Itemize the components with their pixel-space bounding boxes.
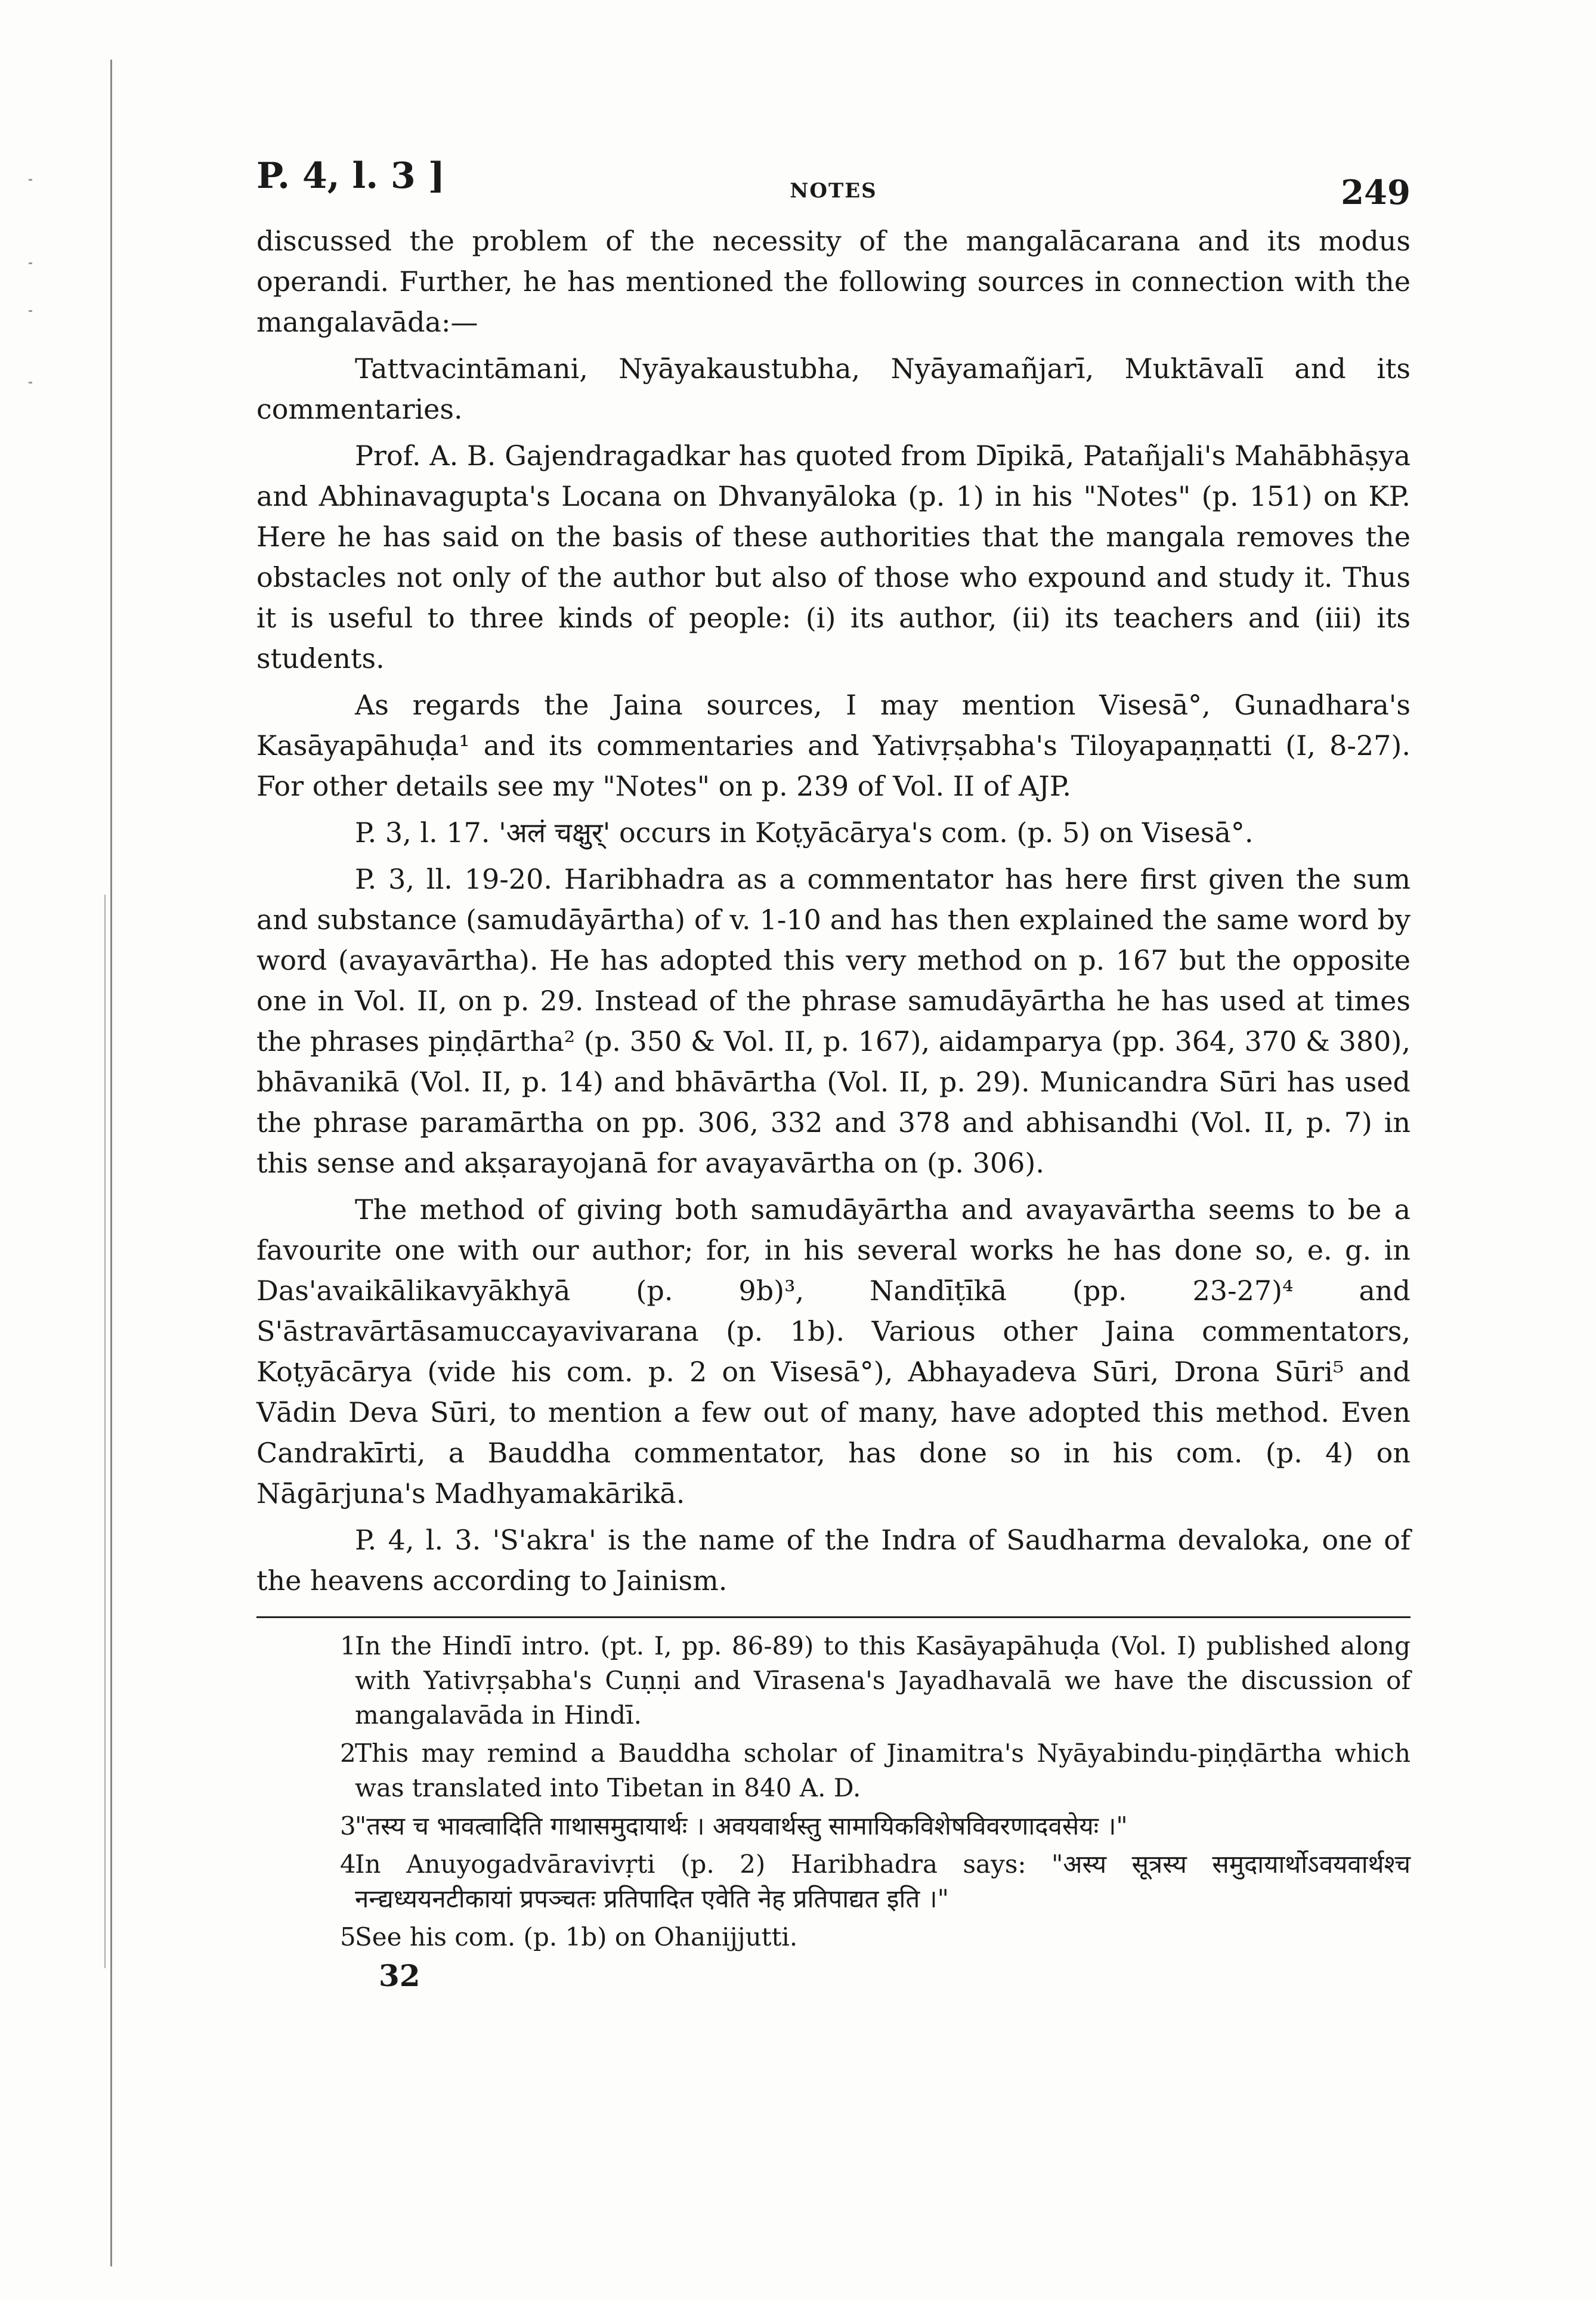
paragraph: Tattvacintāmani, Nyāyakaustubha, Nyāyamañjarī, Muktāvalī and its commentaries.: [256, 352, 1411, 425]
footnote: [256, 1847, 1411, 1916]
footnote: [256, 1920, 1411, 1954]
page-content: [256, 155, 1411, 1993]
footnote: [256, 1809, 1411, 1844]
footnote-text: "तस्य च भावत्वादिति गाथासमुदायार्थः । अवयवार्थस्तु सामायिकविशेषविवरणादवसेयः ।": [355, 1811, 1128, 1841]
footnote-number: 1: [340, 1631, 356, 1660]
margin-mark: [29, 310, 32, 312]
footnote-number: 3: [340, 1811, 356, 1841]
footnote-text: In Anuyogadvāravivṛti (p. 2) Haribhadra says: "अस्य सूत्रस्य समुदायार्थोऽवयवार्थश्च नन्द्यध्ययनटीकायां प्रपञ्चतः प्रतिपादित एवेति नेह प्रतिपाद्यत इति ।": [355, 1850, 1411, 1913]
footnote-number: 5: [340, 1922, 356, 1951]
paragraph: Prof. A. B. Gajendragadkar has quoted from Dīpikā, Patañjali's Mahābhāṣya and Abhinavagupta's Locana on Dhvanyāloka (p. 1) in his "Notes" (p. 151) on KP. Here he has said on the basis of these authorities that the mangala removes the obstacles not only of the author but also of those who expound and study it. Thus it is useful to three kinds of people: (i) its author, (ii) its teachers and (iii) its students.: [256, 440, 1411, 675]
paragraph: P. 4, l. 3. 'S'akra' is the name of the Indra of Saudharma devaloka, one of the heavens according to Jainism.: [256, 1524, 1411, 1597]
paragraph: P. 3, l. 17. 'अलं चक्षुर्' occurs in Koṭyācārya's com. (p. 5) on Visesā°.: [355, 817, 1254, 849]
main-text: [256, 221, 1411, 1601]
header-reference: P. 4, l. 3 ]: [256, 155, 446, 197]
margin-mark: [29, 382, 32, 384]
footnote: [256, 1736, 1411, 1805]
page-binding-line: [110, 60, 112, 2266]
signature-mark: 32: [379, 1958, 420, 1993]
footnote-text: See his com. (p. 1b) on Ohanijjutti.: [355, 1922, 798, 1951]
running-header: [256, 155, 1411, 221]
margin-mark: [29, 262, 32, 264]
footnote-number: 2: [340, 1739, 356, 1768]
footnote-text: This may remind a Bauddha scholar of Jinamitra's Nyāyabindu-piṇḍārtha which was translated into Tibetan in 840 A. D.: [355, 1739, 1411, 1802]
paragraph: discussed the problem of the necessity of the mangalācarana and its modus operandi. Further, he has mentioned the following sources in connection with the mangalavāda:—: [256, 225, 1411, 338]
page-number: 249: [1341, 173, 1411, 212]
paragraph: P. 3, ll. 19-20. Haribhadra as a commentator has here first given the sum and substance (samudāyārtha) of v. 1-10 and has then explained the same word by word (avayavārtha). He has adopted this very method on p. 167 but the opposite one in Vol. II, on p. 29. Instead of the phrase samudāyārtha he has used at times the phrases piṇḍārtha² (p. 350 & Vol. II, p. 167), aidamparya (pp. 364, 370 & 380), bhāvanikā (Vol. II, p. 14) and bhāvārtha (Vol. II, p. 29). Municandra Sūri has used the phrase paramārtha on pp. 306, 332 and 378 and abhisandhi (Vol. II, p. 7) in this sense and akṣarayojanā for avayavārtha on (p. 306).: [256, 863, 1411, 1179]
footnote-number: 4: [340, 1850, 356, 1879]
footnote: [256, 1629, 1411, 1733]
footnote-text: In the Hindī intro. (pt. I, pp. 86-89) to this Kasāyapāhuḍa (Vol. I) published along with Yativṛṣabha's Cuṇṇi and Vīrasena's Jayadhavalā we have the discussion of mangalavāda in Hindī.: [355, 1631, 1411, 1730]
header-title: NOTES: [790, 179, 877, 203]
paragraph: As regards the Jaina sources, I may mention Visesā°, Gunadhara's Kasāyapāhuḍa¹ and its commentaries and Yativṛṣabha's Tiloyapaṇṇatti (I, 8-27). For other details see my "Notes" on p. 239 of Vol. II of AJP.: [256, 689, 1411, 802]
paragraph: The method of giving both samudāyārtha and avayavārtha seems to be a favourite one with our author; for, in his several works he has done so, e. g. in Das'avaikālikavyākhyā (p. 9b)³, Nandīṭīkā (pp. 23-27)⁴ and S'āstravārtāsamuccayavivarana (p. 1b). Various other Jaina commentators, Koṭyācārya (vide his com. p. 2 on Visesā°), Abhayadeva Sūri, Drona Sūri⁵ and Vādin Deva Sūri, to mention a few out of many, have adopted this method. Even Candrakīrti, a Bauddha commentator, has done so in his com. (p. 4) on Nāgārjuna's Madhyamakārikā.: [256, 1193, 1411, 1510]
footnote-divider: [256, 1616, 1411, 1618]
footnotes: [256, 1629, 1411, 1954]
margin-mark: [29, 179, 32, 181]
page-binding-line-secondary: [104, 895, 106, 1968]
